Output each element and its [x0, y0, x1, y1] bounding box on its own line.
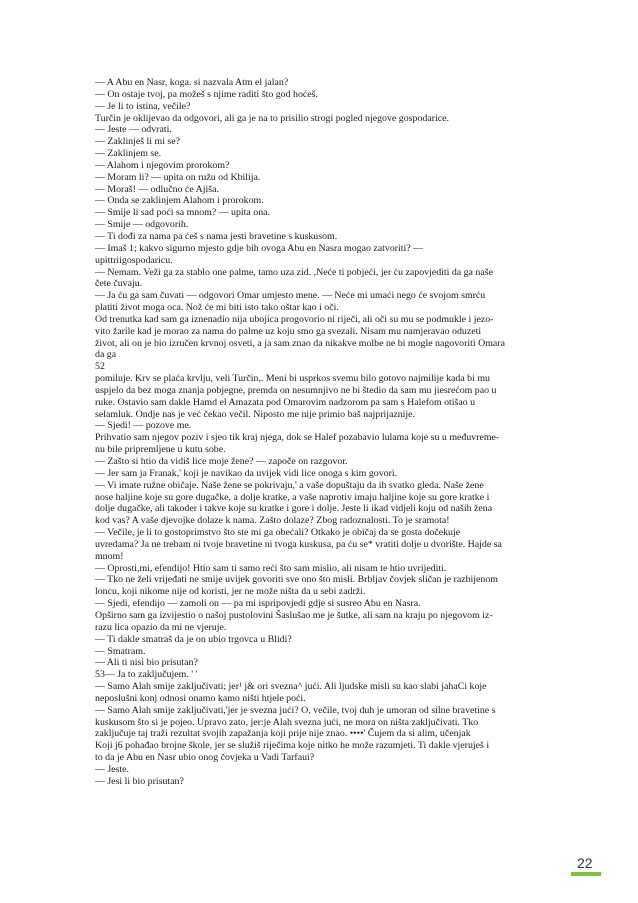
- text-line: platiti život moga oca. Nož će mi biti isto tako oštar kao i oči.: [95, 302, 339, 314]
- text-line: zaključuje taj traži rezultat svojih zapažanja koji prije nije znao. ••••' Čujem da si alim, učenjak: [95, 728, 471, 740]
- text-line: Koji j6 pohađao brojne škole, jer se služiš riječima koje nitko he može razumjeti. Ti dakle vjeruješ i: [95, 740, 490, 752]
- text-line: Od trenutka kad sam ga iznenadio nija ubojica progovorio ni riječi, ali oči su mu se podmukle i jezo-: [95, 313, 494, 325]
- text-line: — Samo Alah smije zaključivati,'jer je svezna jući? O, večile, tvoj duh je umoran od silne bravetine s: [95, 704, 496, 716]
- text-line: — Večile, je li to gostoprimstvo što ste mi ga obećali? Otkako je običaj da se gosta dočekuje: [95, 527, 461, 539]
- text-line: pomiluje. Krv se plaća krvlju, veli Turčin,. Meni bi usprkos svemu bilo gotovo najmilije kada bi mu: [95, 373, 490, 385]
- text-line: — Jesi li bio prisutan?: [95, 775, 184, 787]
- text-line: vito žarile kad je morao za nama do palme uz koju smo ga svezali. Nisam mu namjeravao oduzeti: [95, 325, 482, 337]
- text-line: — Jer sam ja Franak,' koji je navikao da uvijek vidi lice onoga s kim govori.: [95, 467, 398, 479]
- text-line: uspjelo da bez moga znanja pobjegne, premda on nesumnjivo ne bi štedio da sam mu jiesrećom pao u: [95, 384, 497, 396]
- text-line: — Je li to istina, večile?: [95, 100, 191, 112]
- text-line: kod vas? A vaše djevojke dolaze k nama. Zašto dolaze? Zbog radoznalosti. To je sramota!: [95, 515, 450, 527]
- text-line: — Alahom i njegovim prorokom?: [95, 159, 230, 171]
- text-line: — Moram li? — upita on ružu od Kbilija.: [95, 171, 261, 183]
- text-line: loncu, koji nikome nije od koristi, jer ne može ništa da u sebi zadrži.: [95, 586, 366, 598]
- text-line: — Vi imate ružne običaje. Naše žene se pokrivaju,' a vaše dopuštaju da ih svatko gleda. Naše žene: [95, 479, 484, 491]
- text-line: — Ti dođi za nama pa ćeš s nama jesti bravetine s kuskusom.: [95, 230, 338, 242]
- text-line: — Ali ti nisi bio prisutan?: [95, 657, 198, 669]
- text-line: mnom!: [95, 550, 124, 562]
- text-line: — On ostaje tvoj, pa možeš s njime raditi što god hoćeš.: [95, 88, 318, 100]
- text-line: — Zaklinješ li mi se?: [95, 136, 181, 148]
- text-line: 53— Ja to zaključujem. ' ': [95, 669, 198, 681]
- text-line: — Ja ću ga sam čuvati — odgovori Omar umjesto mene. — Neće mi umaći nego će svojom smrću: [95, 290, 486, 302]
- text-line: — Onda se zaklinjem Alahom i prorokom.: [95, 195, 264, 207]
- text-line: — Zaklinjem se.: [95, 148, 162, 160]
- text-line: — Ti dakle smatraš da je on ubio trgovca u Blidi?: [95, 633, 292, 645]
- text-line: — Smije — odgovorih.: [95, 219, 189, 231]
- text-line: kuskusom što si je pojeo. Upravo zato, jer:je Alah svezna jući, ne mora on ništa zaključivati. Tko: [95, 716, 479, 728]
- text-line: — A Abu en Nasr, koga. si nazvala Atm el jalan?: [95, 77, 289, 88]
- text-line: Opširno sam ga izvijestio o našoj pustolovini Šaslušao me je šutke, ali sam na kraju po njegovom iz-: [95, 609, 493, 621]
- text-line: nu bile pripremljene u kutu sobe.: [95, 444, 226, 456]
- text-line: upittriigospodaricu.: [95, 254, 173, 266]
- text-line: — Zašto si htio da vidiš lice moje žene? — započe on razgovor.: [95, 456, 348, 467]
- text-line: Turčin je oklijevao da odgovori, ali ga je na to prisilio strogi pogled njegove gospodarice.: [95, 112, 449, 124]
- text-line: — Samo Alah smije zaključivati; jer¹ j& ori svezna^ jući. Ali ljudske misli su kao slabi jahaCi koje: [95, 681, 487, 693]
- page-number: 22: [577, 855, 593, 871]
- text-line: neposlušni konj odnosi onamo kamo ništi htjele poći.: [95, 692, 306, 704]
- text-line: — Jeste — odvrati.: [95, 124, 172, 136]
- text-line: — Smije li sad poći sa mnom? — upita ona.: [95, 207, 270, 219]
- text-line: — Moraš! — odlučno će Ajiša.: [95, 183, 219, 195]
- text-line: — Smatram.: [95, 645, 146, 657]
- text-line: 52: [95, 361, 105, 373]
- text-line: — Jeste.: [95, 763, 130, 775]
- text-line: — Oprosti,mi, efendijo! Htio sam ti samo reći što sam mislio, ali nisam te htio uvrijediti.: [95, 562, 447, 574]
- text-line: — Imaš 1; kakvo sigurno mjesto gdje bih ovoga Abu en Nasra mogao zatvoriti? —: [95, 242, 424, 254]
- text-line: nose haljine koje su gore dugačke, a dolje kratke, a vaše naprotiv imaju haljine koje su gore kratke i: [95, 491, 490, 503]
- text-line: čete čuvaju.: [95, 278, 143, 290]
- text-line: ruke. Ostavio sam dakle Hamd el Amazata pod Omarovim nadzorom pa sam s Halefom otišao u: [95, 396, 476, 408]
- text-line: razu lica opazio da mi ne vjeruje.: [95, 621, 227, 633]
- text-line: — Tko ne želi vrijeđati ne smije uvijek govoriti sve ono što misli. Brbljav čovjek sličan je razbijenom: [95, 574, 498, 586]
- text-line: — Sjedi, efendijo — zamoli on — pa mi ispripovjedi gdje si susreo Abu en Nasra.: [95, 598, 421, 610]
- document-body: [95, 77, 535, 788]
- text-line: Prihvatio sam njegov poziv i sjeo tik kraj njega, dok se Halef pozabavio lulama koje su u međuvreme-: [95, 432, 500, 444]
- page-number-underline: [571, 872, 601, 876]
- text-line: to da je Abu en Nasr ubio onog čovjeka u Vadi Tarfaui?: [95, 752, 315, 764]
- text-line: — Nemam. Veži ga za stablo one palme, tamo uza zid. ,Neće ti pobjeći, jer ću zapovjediti da ga naše: [95, 266, 493, 278]
- text-line: život, ali on je bio izručen krvnoj osveti, a ja sam znao da nikakve molbe ne bi mogle nagovoriti Omara: [95, 337, 505, 349]
- text-line: selamluk. Ondje nas je već čekao večil. Niposto me nije primio baš najprijaznije.: [95, 408, 416, 420]
- text-line: da ga: [95, 349, 117, 361]
- text-line: dolje dugačke, ali takoder i takve koje su kratke i gore i dolje. Jeste li ikad vidjeli koju od naših žena: [95, 503, 493, 515]
- text-line: uvredama? Ja ne trebam ni tvoje bravetine ni tvoga kuskusa, pa ću se* vratiti dolje u dvorište. Hajde sa: [95, 538, 502, 550]
- text-line: — Sjedi! — pozove me.: [95, 420, 192, 432]
